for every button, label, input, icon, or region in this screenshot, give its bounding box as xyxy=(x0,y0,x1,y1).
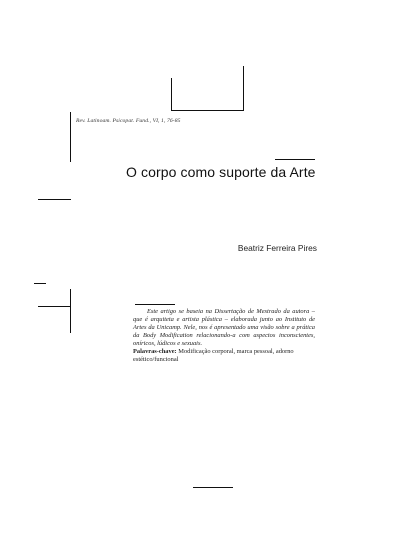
keywords-value: Modificação corporal, marca pessoal, adorno estético/funcional xyxy=(133,348,294,363)
crop-mark-middle-left-horizontal xyxy=(38,306,71,307)
keywords xyxy=(133,348,315,364)
footer-rule xyxy=(193,487,233,488)
left-rule-2 xyxy=(34,283,46,284)
page-title: O corpo como suporte da Arte xyxy=(126,164,316,180)
journal-reference: Rev. Latinoam. Psicopat. Fund., VI, 1, 76-85 xyxy=(76,118,181,124)
title-rule xyxy=(275,159,315,160)
crop-mark-top-right xyxy=(243,66,244,110)
margin-rule-left xyxy=(70,112,71,162)
abstract-rule xyxy=(135,304,175,305)
abstract xyxy=(133,308,315,364)
author-name: Beatriz Ferreira Pires xyxy=(237,243,317,253)
abstract-text: Este artigo se baseia na Dissertação de Mestrado da autora – que é arquiteta e artista plástica – elaborada junto ao Instituto de Artes da Unicamp. Nele, nos é apresentado uma visão sobre a prática da Body Modification relacionando-a com aspectos inconscientes, oníricos, lúdicos e sexuais. xyxy=(133,308,315,347)
left-rule-1 xyxy=(38,199,71,200)
crop-mark-top-horizontal xyxy=(171,110,244,111)
crop-mark-top-left xyxy=(171,78,172,110)
keywords-label: Palavras-chave: xyxy=(133,348,177,355)
crop-mark-middle-left-vertical xyxy=(70,289,71,333)
